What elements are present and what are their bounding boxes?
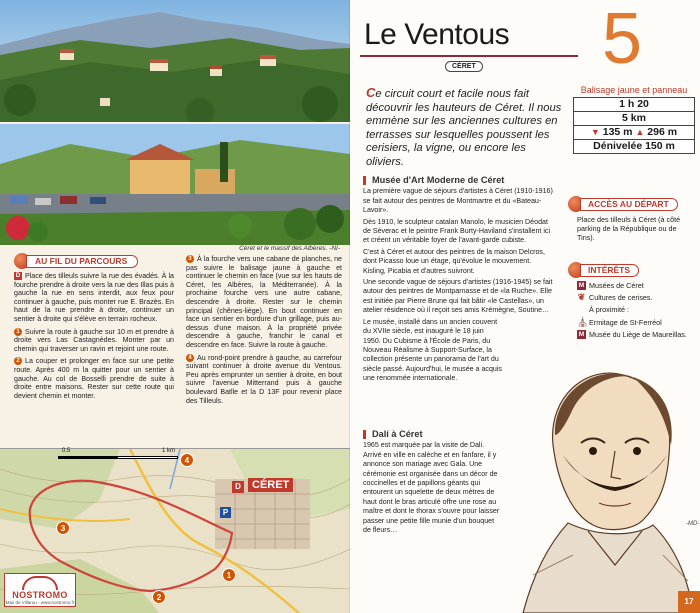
interet-item: [577, 293, 695, 302]
musee-paragraph: Le musée, installé dans un ancien couvent du XVIIe siècle, est inauguré le 18 juin 1950. Du Cubisme à l'École de Paris, du Nouveau Réalisme à Support-Surface, la collection présente un panorama de l'art du siècle passé. Aujourd'hui, le musée a acquis une renommée internationale.: [363, 317, 502, 383]
nostromo-logo: [4, 573, 76, 607]
map-point-1: 1: [222, 568, 236, 582]
musee-paragraph: Une seconde vague de séjours d'artistes (1916-1945) se fait autour des peintres de Montparnasse et de «la Ruche». Elle est initiée par Pierre Brune qui fait bâtir «le Castellas», un atelier résidence où il reçoit ses amis Krémègne, Soutine…: [363, 278, 553, 315]
step-text: Au rond-point prendre à gauche, au carrefour suivant continuer à droite avenue du Ventous. Peu après emprunter un sentier à droite, en bout suivre l'avenue Mitterrand puis à gauche boulevard Batlle et la D 13F pour revenir place des Tilleuls.: [186, 353, 342, 405]
step-item: [186, 354, 342, 406]
intro-dropcap: C: [366, 85, 376, 100]
city-badge: CÉRET: [445, 61, 483, 72]
scale-bar: [58, 456, 178, 459]
musee-paragraph: Dès 1910, le sculpteur catalan Manolo, le musicien Déodat de Séverac et le peintre Frank Burty-Haviland s'installent ici et créent un véritable foyer de l'avant-garde cubiste.: [363, 217, 551, 245]
proximite-text: Ermitage de St-Ferréol: [589, 317, 662, 327]
intro-text: [366, 86, 566, 170]
hermitage-icon: ⛪: [577, 316, 589, 327]
proximite-text: Musée du Liège de Maureillas.: [589, 329, 687, 339]
step-text: Suivre la route à gauche sur 10 m et prendre à droite vers Las Castagnèdes. Monter par un chemin qui traverser un ravin et rejoint une route.: [14, 327, 174, 353]
museum-icon: M: [578, 330, 585, 338]
interet-label: Musées de Céret: [589, 281, 644, 290]
cherry-icon: ❦: [577, 292, 586, 303]
parcours-heading-label: AU FIL DU PARCOURS: [26, 255, 138, 268]
interet-label: Cultures de cerises.: [589, 293, 653, 303]
map-town-label: CÉRET: [248, 478, 293, 492]
logo-subtitle: Mas de Villarou - www.nostromo.fr: [5, 600, 75, 605]
musee-paragraph: C'est à Céret et autour des peintres de la maison Delcros, dont Picasso loue un étage, qu'évolue le mouvement. Kisling, Picabia et d'autres suivront.: [363, 247, 545, 275]
village-landscape-photo: [0, 0, 350, 122]
step-item: [186, 255, 342, 350]
photo-caption: Céret et le massif des Albères. -NI-: [239, 245, 340, 252]
step-text: La couper et prolonger en face sur une petite route. Après 400 m la quitter pour un sentier à gauche. Au col de Bosselli prendre de suite à droite entre maisons. Rester sur cette route qui devient chemin et monter.: [14, 357, 174, 400]
title-rule: [360, 55, 578, 57]
altitude-min: 135 m: [602, 126, 633, 138]
page-number: 17: [678, 591, 700, 613]
altitude-max: 296 m: [647, 126, 678, 138]
step-marker: 3: [186, 255, 194, 263]
altitude-max-icon: ▲: [635, 127, 645, 137]
step-marker: 1: [14, 328, 22, 336]
denivele-row: Dénivelée 150 m: [573, 139, 695, 154]
altitude-min-icon: ▼: [590, 127, 600, 137]
map-point-3: 3: [56, 521, 70, 535]
map-parking-icon: P: [220, 507, 231, 518]
ceret-town-photo: [0, 124, 350, 245]
distance-row: 5 km: [573, 111, 695, 126]
step-item: [14, 272, 174, 324]
step-marker: D: [15, 272, 21, 280]
logo-name: NOSTROMO: [12, 590, 68, 600]
museum-icon: M: [578, 282, 585, 289]
scale-label-end: 1 km: [162, 448, 176, 454]
map-point-4: 4: [180, 453, 194, 467]
proximite-label: À proximité :: [589, 305, 629, 315]
step-item: [14, 328, 174, 354]
dali-paragraph: 1965 est marquée par la visite de Dali. Arrivé en ville en calèche et en fanfare, il y annonce son mariage avec Gala. Une cérémonie est organisée dans un décor de coccinelles et de papillons géants qui entourent un squelette de deux mètres de haut dont le bras articulé offre une rose au maître et dont le thorax s'ouvre pour laisser passer une petite fille munie d'un bouquet de fleurs…: [363, 441, 500, 535]
interets-list: [577, 281, 695, 342]
step-item: [14, 357, 174, 400]
map-scale: [58, 448, 178, 463]
musee-paragraph: La première vague de séjours d'artistes à Céret (1910-1916) se fait autour des peintres de Montmartre et du «Bateau-Lavoir».: [363, 187, 553, 215]
interets-heading: [568, 262, 698, 278]
parcours-heading: [14, 253, 164, 269]
intro-body: e circuit court et facile nous fait découvrir les hauteurs de Céret. Il nous emmène sur les anciennes cultures en terrasses sur lesquelles poussent les cerisiers, la vigne, ou encore les oliviers.: [366, 88, 562, 168]
right-page: [350, 0, 700, 613]
step-text: À la fourche vers une cabane de planches, ne pas suivre le balisage jaune à gauche et continuer le chemin en face (vue sur les hauts de Céret, les Albères, la Méditerranée). À la prochaine fourche vers une autre cabane, descendre à droite. Rester sur le chemin principal (chênes-liège). En bout continuer en face un sentier en bordure d'un grillage, puis au-dessus d'une maison. À la propriété privée descendre à gauche, franchir le canal et descendre en face. Suivre la route à gauche.: [186, 255, 342, 349]
step-marker: 2: [14, 357, 22, 365]
portrait-signature: -MD-: [686, 521, 700, 527]
altitude-row: [573, 125, 695, 140]
route-infobox: [573, 85, 695, 154]
logo-arc-icon: [22, 576, 58, 590]
balisage-label: Balisage jaune et panneau: [580, 85, 688, 95]
acces-heading-label: ACCÈS AU DÉPART: [580, 198, 678, 211]
scale-label-start: 0.5: [62, 448, 71, 454]
proximite-item: [577, 318, 695, 327]
step-text: Place des tilleuls suivre la rue des évadés. À la fourche prendre à droite vers la rue des Illas puis à gauche la rue en sens interdit, aux feux pour continuer à gauche, puis monter rue E. Brazès. En haut de la rue prendre à droite, continuer un sentier à droite qui s'élève en terrain rocheux.: [14, 272, 174, 323]
steps-column-right: [186, 255, 342, 409]
route-number: 5: [602, 0, 643, 79]
acces-text: Place des tilleuls à Céret (à côté parking de la République ou de Tins).: [577, 215, 681, 243]
map-start-marker: D: [232, 481, 244, 493]
interets-heading-label: INTÉRÊTS: [580, 264, 639, 277]
musee-heading: Musée d'Art Moderne de Céret: [363, 176, 553, 185]
dali-portrait-illustration: [493, 355, 700, 613]
acces-heading: [568, 196, 698, 212]
step-marker: 4: [186, 354, 194, 362]
proximite-item: [577, 330, 695, 339]
steps-column-left: [14, 272, 174, 404]
interet-item: [577, 281, 695, 290]
page-title: Le Ventous: [364, 18, 510, 51]
dali-heading: Dalí à Céret: [363, 430, 503, 439]
dali-article: [363, 430, 503, 537]
map-point-2: 2: [152, 590, 166, 604]
duration-row: 1 h 20: [573, 97, 695, 112]
